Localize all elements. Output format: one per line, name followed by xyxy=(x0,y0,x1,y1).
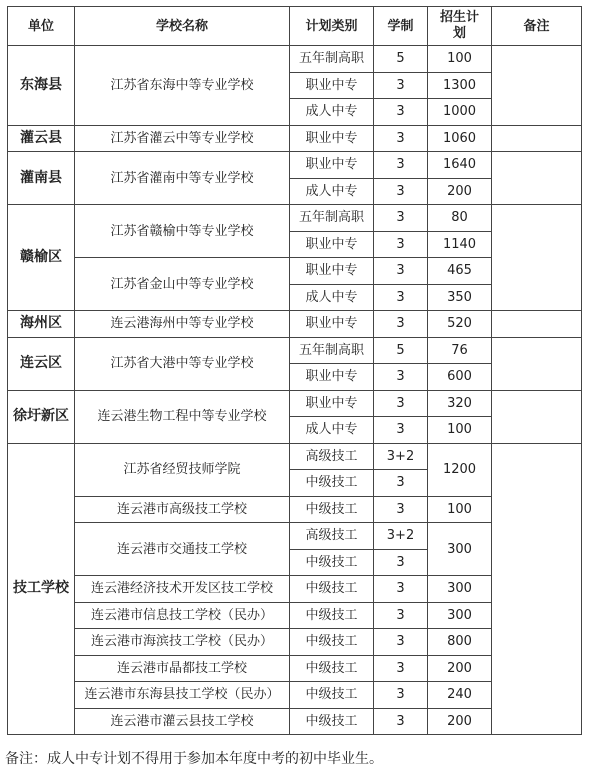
category-cell: 职业中专 xyxy=(290,72,374,99)
years-cell: 3 xyxy=(374,364,428,391)
plan-cell: 1060 xyxy=(428,125,492,152)
plan-cell: 200 xyxy=(428,178,492,205)
plan-cell: 1640 xyxy=(428,152,492,179)
plan-cell: 240 xyxy=(428,682,492,709)
school-name-cell: 连云港市东海县技工学校（民办） xyxy=(75,682,290,709)
remark-cell xyxy=(492,205,582,311)
category-cell: 职业中专 xyxy=(290,125,374,152)
table-row xyxy=(8,311,582,338)
years-cell: 3 xyxy=(374,125,428,152)
plan-cell: 200 xyxy=(428,708,492,735)
school-name-cell: 江苏省大港中等专业学校 xyxy=(75,337,290,390)
plan-cell: 1200 xyxy=(428,443,492,496)
table-row xyxy=(8,337,582,364)
category-cell: 成人中专 xyxy=(290,417,374,444)
plan-cell: 300 xyxy=(428,576,492,603)
years-cell: 3 xyxy=(374,390,428,417)
header-years: 学制 xyxy=(374,7,428,46)
unit-cell: 赣榆区 xyxy=(8,205,75,311)
school-name-cell: 连云港市海滨技工学校（民办） xyxy=(75,629,290,656)
plan-cell: 300 xyxy=(428,602,492,629)
table-header-row xyxy=(8,7,582,46)
years-cell: 3 xyxy=(374,72,428,99)
years-cell: 3 xyxy=(374,258,428,285)
remark-cell xyxy=(492,311,582,338)
years-cell: 5 xyxy=(374,46,428,73)
category-cell: 职业中专 xyxy=(290,311,374,338)
remark-cell xyxy=(492,337,582,390)
years-cell: 3 xyxy=(374,549,428,576)
category-cell: 职业中专 xyxy=(290,390,374,417)
unit-cell: 连云区 xyxy=(8,337,75,390)
unit-cell: 技工学校 xyxy=(8,443,75,735)
remark-cell xyxy=(492,46,582,126)
category-cell: 中级技工 xyxy=(290,602,374,629)
plan-cell: 76 xyxy=(428,337,492,364)
header-remark: 备注 xyxy=(492,7,582,46)
table-row xyxy=(8,125,582,152)
unit-cell: 海州区 xyxy=(8,311,75,338)
category-cell: 中级技工 xyxy=(290,549,374,576)
years-cell: 3 xyxy=(374,708,428,735)
remark-cell xyxy=(492,390,582,443)
plan-cell: 1140 xyxy=(428,231,492,258)
years-cell: 3 xyxy=(374,205,428,232)
plan-cell: 300 xyxy=(428,523,492,576)
category-cell: 中级技工 xyxy=(290,682,374,709)
category-cell: 成人中专 xyxy=(290,99,374,126)
years-cell: 3 xyxy=(374,311,428,338)
category-cell: 职业中专 xyxy=(290,231,374,258)
school-name-cell: 连云港经济技术开发区技工学校 xyxy=(75,576,290,603)
header-school: 学校名称 xyxy=(75,7,290,46)
unit-cell: 灌云县 xyxy=(8,125,75,152)
plan-cell: 1300 xyxy=(428,72,492,99)
category-cell: 成人中专 xyxy=(290,178,374,205)
school-name-cell: 连云港市信息技工学校（民办） xyxy=(75,602,290,629)
school-name-cell: 连云港市晶都技工学校 xyxy=(75,655,290,682)
years-cell: 3 xyxy=(374,655,428,682)
unit-cell: 灌南县 xyxy=(8,152,75,205)
years-cell: 3+2 xyxy=(374,523,428,550)
school-name-cell: 连云港市灌云县技工学校 xyxy=(75,708,290,735)
years-cell: 3 xyxy=(374,231,428,258)
category-cell: 中级技工 xyxy=(290,470,374,497)
category-cell: 中级技工 xyxy=(290,655,374,682)
school-name-cell: 连云港市交通技工学校 xyxy=(75,523,290,576)
table-row xyxy=(8,46,582,73)
category-cell: 职业中专 xyxy=(290,258,374,285)
table-row xyxy=(8,205,582,232)
plan-cell: 100 xyxy=(428,496,492,523)
table-row xyxy=(8,152,582,179)
years-cell: 5 xyxy=(374,337,428,364)
school-name-cell: 连云港海州中等专业学校 xyxy=(75,311,290,338)
table-row xyxy=(8,390,582,417)
plan-cell: 600 xyxy=(428,364,492,391)
category-cell: 五年制高职 xyxy=(290,337,374,364)
school-name-cell: 江苏省经贸技师学院 xyxy=(75,443,290,496)
unit-cell: 徐圩新区 xyxy=(8,390,75,443)
category-cell: 中级技工 xyxy=(290,576,374,603)
remark-cell xyxy=(492,152,582,205)
plan-cell: 80 xyxy=(428,205,492,232)
plan-cell: 1000 xyxy=(428,99,492,126)
school-name-cell: 江苏省灌南中等专业学校 xyxy=(75,152,290,205)
school-name-cell: 连云港生物工程中等专业学校 xyxy=(75,390,290,443)
category-cell: 高级技工 xyxy=(290,523,374,550)
category-cell: 职业中专 xyxy=(290,152,374,179)
plan-cell: 100 xyxy=(428,46,492,73)
plan-cell: 350 xyxy=(428,284,492,311)
header-category: 计划类别 xyxy=(290,7,374,46)
category-cell: 职业中专 xyxy=(290,364,374,391)
category-cell: 五年制高职 xyxy=(290,205,374,232)
plan-cell: 800 xyxy=(428,629,492,656)
plan-cell: 200 xyxy=(428,655,492,682)
years-cell: 3 xyxy=(374,576,428,603)
years-cell: 3 xyxy=(374,682,428,709)
category-cell: 五年制高职 xyxy=(290,46,374,73)
years-cell: 3 xyxy=(374,470,428,497)
header-unit: 单位 xyxy=(8,7,75,46)
plan-cell: 320 xyxy=(428,390,492,417)
remark-cell xyxy=(492,125,582,152)
years-cell: 3 xyxy=(374,629,428,656)
footnote: 备注：成人中专计划不得用于参加本年度中考的初中毕业生。 xyxy=(5,751,383,767)
school-name-cell: 江苏省赣榆中等专业学校 xyxy=(75,205,290,258)
remark-cell xyxy=(492,443,582,735)
table-row xyxy=(8,443,582,470)
header-plan: 招生计划 xyxy=(428,7,492,46)
school-name-cell: 江苏省灌云中等专业学校 xyxy=(75,125,290,152)
category-cell: 中级技工 xyxy=(290,629,374,656)
category-cell: 中级技工 xyxy=(290,708,374,735)
years-cell: 3 xyxy=(374,602,428,629)
school-name-cell: 江苏省东海中等专业学校 xyxy=(75,46,290,126)
years-cell: 3 xyxy=(374,178,428,205)
years-cell: 3 xyxy=(374,284,428,311)
plan-cell: 465 xyxy=(428,258,492,285)
years-cell: 3 xyxy=(374,152,428,179)
table-body xyxy=(8,46,582,735)
years-cell: 3 xyxy=(374,417,428,444)
school-name-cell: 连云港市高级技工学校 xyxy=(75,496,290,523)
category-cell: 高级技工 xyxy=(290,443,374,470)
category-cell: 中级技工 xyxy=(290,496,374,523)
school-name-cell: 江苏省金山中等专业学校 xyxy=(75,258,290,311)
years-cell: 3+2 xyxy=(374,443,428,470)
years-cell: 3 xyxy=(374,496,428,523)
enrollment-plan-table xyxy=(7,6,582,735)
plan-cell: 100 xyxy=(428,417,492,444)
years-cell: 3 xyxy=(374,99,428,126)
category-cell: 成人中专 xyxy=(290,284,374,311)
unit-cell: 东海县 xyxy=(8,46,75,126)
plan-cell: 520 xyxy=(428,311,492,338)
